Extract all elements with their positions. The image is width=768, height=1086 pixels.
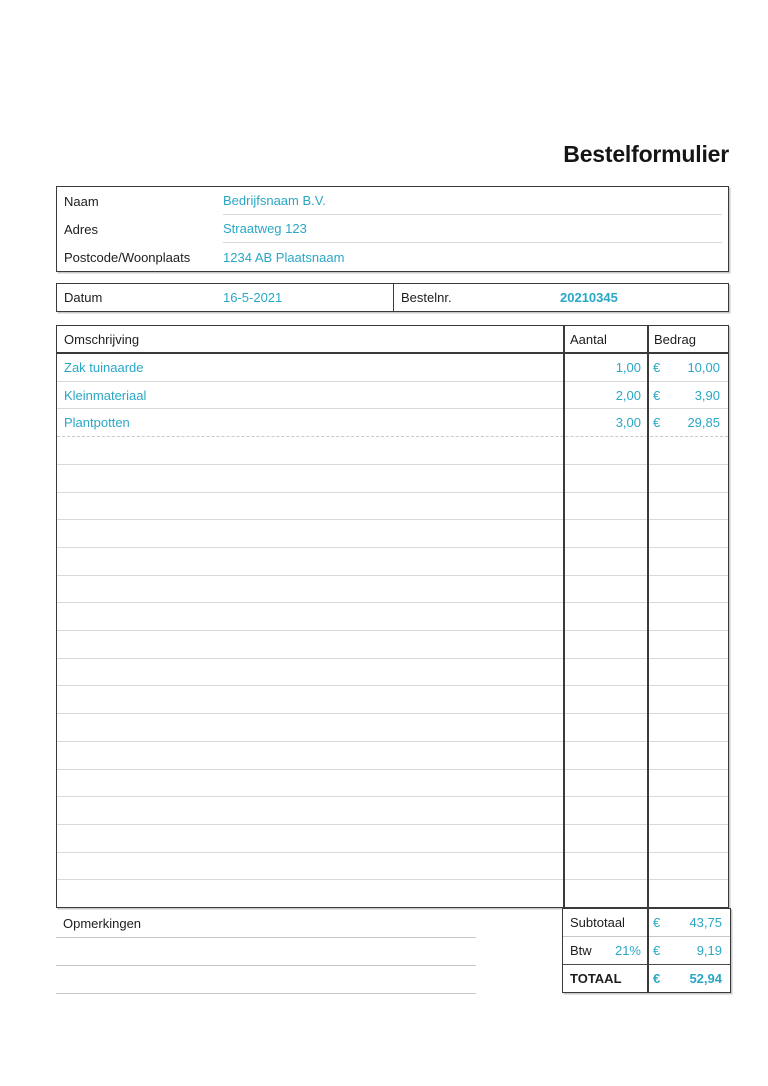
empty-cell[interactable]: [57, 576, 563, 603]
currency-symbol: €: [653, 359, 661, 375]
date-field[interactable]: 16-5-2021: [223, 290, 283, 305]
item-amount: 29,85: [687, 415, 720, 431]
empty-cell[interactable]: [563, 797, 647, 824]
totals-box: [562, 908, 731, 993]
order-number-label: Bestelnr.: [401, 290, 452, 305]
empty-cell[interactable]: [57, 686, 563, 713]
address-field[interactable]: Straatweg 123: [223, 215, 722, 243]
empty-cell[interactable]: [647, 686, 728, 713]
empty-cell[interactable]: [647, 853, 728, 880]
empty-cell[interactable]: [57, 770, 563, 797]
item-amount-field[interactable]: [647, 354, 728, 381]
currency-symbol: €: [653, 971, 661, 986]
empty-table-row[interactable]: [57, 880, 728, 907]
item-description-field[interactable]: Zak tuinaarde: [64, 359, 144, 375]
currency-symbol: €: [653, 915, 661, 930]
subtotal-label: Subtotaal: [570, 915, 625, 930]
empty-table-row[interactable]: [57, 576, 728, 604]
empty-cell[interactable]: [563, 714, 647, 741]
empty-cell[interactable]: [57, 742, 563, 769]
notes-label: Opmerkingen: [63, 916, 142, 931]
page-title: Bestelformulier: [563, 141, 729, 167]
empty-table-row[interactable]: [57, 825, 728, 853]
header-amount: Bedrag: [654, 331, 696, 347]
empty-cell[interactable]: [57, 825, 563, 852]
table-row: [57, 382, 728, 410]
empty-cell[interactable]: [647, 797, 728, 824]
empty-cell[interactable]: [563, 659, 647, 686]
item-quantity-field[interactable]: 2,00: [615, 387, 641, 403]
empty-cell[interactable]: [647, 465, 728, 492]
currency-symbol: €: [653, 943, 661, 958]
empty-table-row[interactable]: [57, 797, 728, 825]
column-divider-quantity: [563, 326, 565, 907]
empty-cell[interactable]: [563, 437, 647, 464]
empty-table-row[interactable]: [57, 520, 728, 548]
empty-table-row[interactable]: [57, 548, 728, 576]
empty-cell[interactable]: [563, 465, 647, 492]
empty-table-row[interactable]: [57, 493, 728, 521]
empty-cell[interactable]: [647, 770, 728, 797]
empty-cell[interactable]: [647, 603, 728, 630]
vat-label-cell: [563, 937, 647, 964]
empty-cell[interactable]: [57, 603, 563, 630]
empty-cell[interactable]: [647, 493, 728, 520]
empty-cell[interactable]: [57, 714, 563, 741]
currency-symbol: €: [653, 415, 661, 431]
empty-cell[interactable]: [647, 742, 728, 769]
order-number-cell: [394, 284, 728, 311]
currency-symbol: €: [653, 387, 661, 403]
empty-cell[interactable]: [563, 631, 647, 658]
empty-cell[interactable]: [57, 493, 563, 520]
total-value: [647, 965, 730, 992]
customer-row-name: [57, 187, 728, 215]
item-quantity-field[interactable]: 3,00: [615, 415, 641, 431]
empty-cell[interactable]: [647, 825, 728, 852]
column-divider-amount: [647, 326, 649, 907]
date-label: Datum: [64, 290, 103, 305]
empty-cell[interactable]: [563, 603, 647, 630]
name-label: Naam: [64, 193, 99, 209]
empty-table-row[interactable]: [57, 770, 728, 798]
postcode-city-field[interactable]: 1234 AB Plaatsnaam: [223, 249, 345, 265]
header-description: Omschrijving: [64, 331, 140, 347]
totals-column-divider: [647, 909, 649, 992]
empty-cell[interactable]: [57, 880, 563, 907]
notes-writing-line[interactable]: [56, 993, 476, 994]
empty-table-row[interactable]: [57, 742, 728, 770]
empty-cell[interactable]: [57, 437, 563, 464]
item-description-field[interactable]: Plantpotten: [64, 415, 130, 431]
empty-cell[interactable]: [563, 880, 647, 907]
table-row: [57, 354, 728, 382]
empty-cell[interactable]: [647, 576, 728, 603]
empty-cell[interactable]: [647, 880, 728, 907]
empty-cell[interactable]: [563, 825, 647, 852]
order-info-box: [56, 283, 729, 312]
empty-cell[interactable]: [57, 465, 563, 492]
empty-cell[interactable]: [647, 437, 728, 464]
items-table: [56, 325, 729, 908]
empty-cell[interactable]: [563, 686, 647, 713]
item-amount-field[interactable]: [647, 382, 728, 409]
table-row: [57, 409, 728, 437]
empty-cell[interactable]: [563, 853, 647, 880]
customer-row-address: [57, 215, 728, 243]
empty-table-row[interactable]: [57, 853, 728, 881]
empty-cell[interactable]: [563, 576, 647, 603]
empty-cell[interactable]: [563, 520, 647, 547]
vat-value: [647, 937, 730, 964]
empty-cell[interactable]: [57, 659, 563, 686]
empty-table-row[interactable]: [57, 659, 728, 687]
notes-writing-line[interactable]: [56, 937, 476, 938]
empty-cell[interactable]: [647, 631, 728, 658]
header-quantity: Aantal: [570, 331, 607, 347]
item-amount: 10,00: [687, 359, 720, 375]
total-label: TOTAAL: [570, 971, 622, 986]
empty-table-row[interactable]: [57, 631, 728, 659]
item-amount: 3,90: [694, 387, 720, 403]
date-cell: [57, 284, 394, 311]
empty-cell[interactable]: [647, 548, 728, 575]
empty-cell[interactable]: [57, 631, 563, 658]
item-amount-field[interactable]: [647, 409, 728, 436]
empty-cell[interactable]: [57, 520, 563, 547]
items-table-header: [57, 326, 728, 354]
customer-info-box: [56, 186, 729, 272]
empty-table-row[interactable]: [57, 603, 728, 631]
empty-cell[interactable]: [647, 714, 728, 741]
empty-cell[interactable]: [563, 493, 647, 520]
empty-table-row[interactable]: [57, 465, 728, 493]
empty-table-row[interactable]: [57, 437, 728, 465]
items-table-body: [57, 354, 728, 907]
address-label: Adres: [64, 221, 98, 237]
item-quantity-field[interactable]: 1,00: [615, 359, 641, 375]
total-amount: 52,94: [689, 971, 722, 986]
empty-cell[interactable]: [57, 548, 563, 575]
empty-table-row[interactable]: [57, 686, 728, 714]
customer-row-city: [57, 243, 728, 271]
subtotal-value: [647, 909, 730, 936]
name-field[interactable]: Bedrijfsnaam B.V.: [223, 187, 722, 215]
empty-cell[interactable]: [57, 853, 563, 880]
postcode-city-label: Postcode/Woonplaats: [64, 249, 191, 265]
empty-cell[interactable]: [563, 548, 647, 575]
order-number-field[interactable]: 20210345: [560, 290, 618, 305]
empty-cell[interactable]: [563, 742, 647, 769]
empty-table-row[interactable]: [57, 714, 728, 742]
item-description-field[interactable]: Kleinmateriaal: [64, 387, 147, 403]
subtotal-amount: 43,75: [689, 915, 722, 930]
vat-label: Btw: [570, 943, 592, 958]
empty-cell[interactable]: [647, 520, 728, 547]
vat-amount: 9,19: [696, 943, 722, 958]
notes-writing-line[interactable]: [56, 965, 476, 966]
vat-rate-field[interactable]: 21%: [614, 943, 641, 958]
empty-cell[interactable]: [57, 797, 563, 824]
empty-cell[interactable]: [563, 770, 647, 797]
empty-cell[interactable]: [647, 659, 728, 686]
